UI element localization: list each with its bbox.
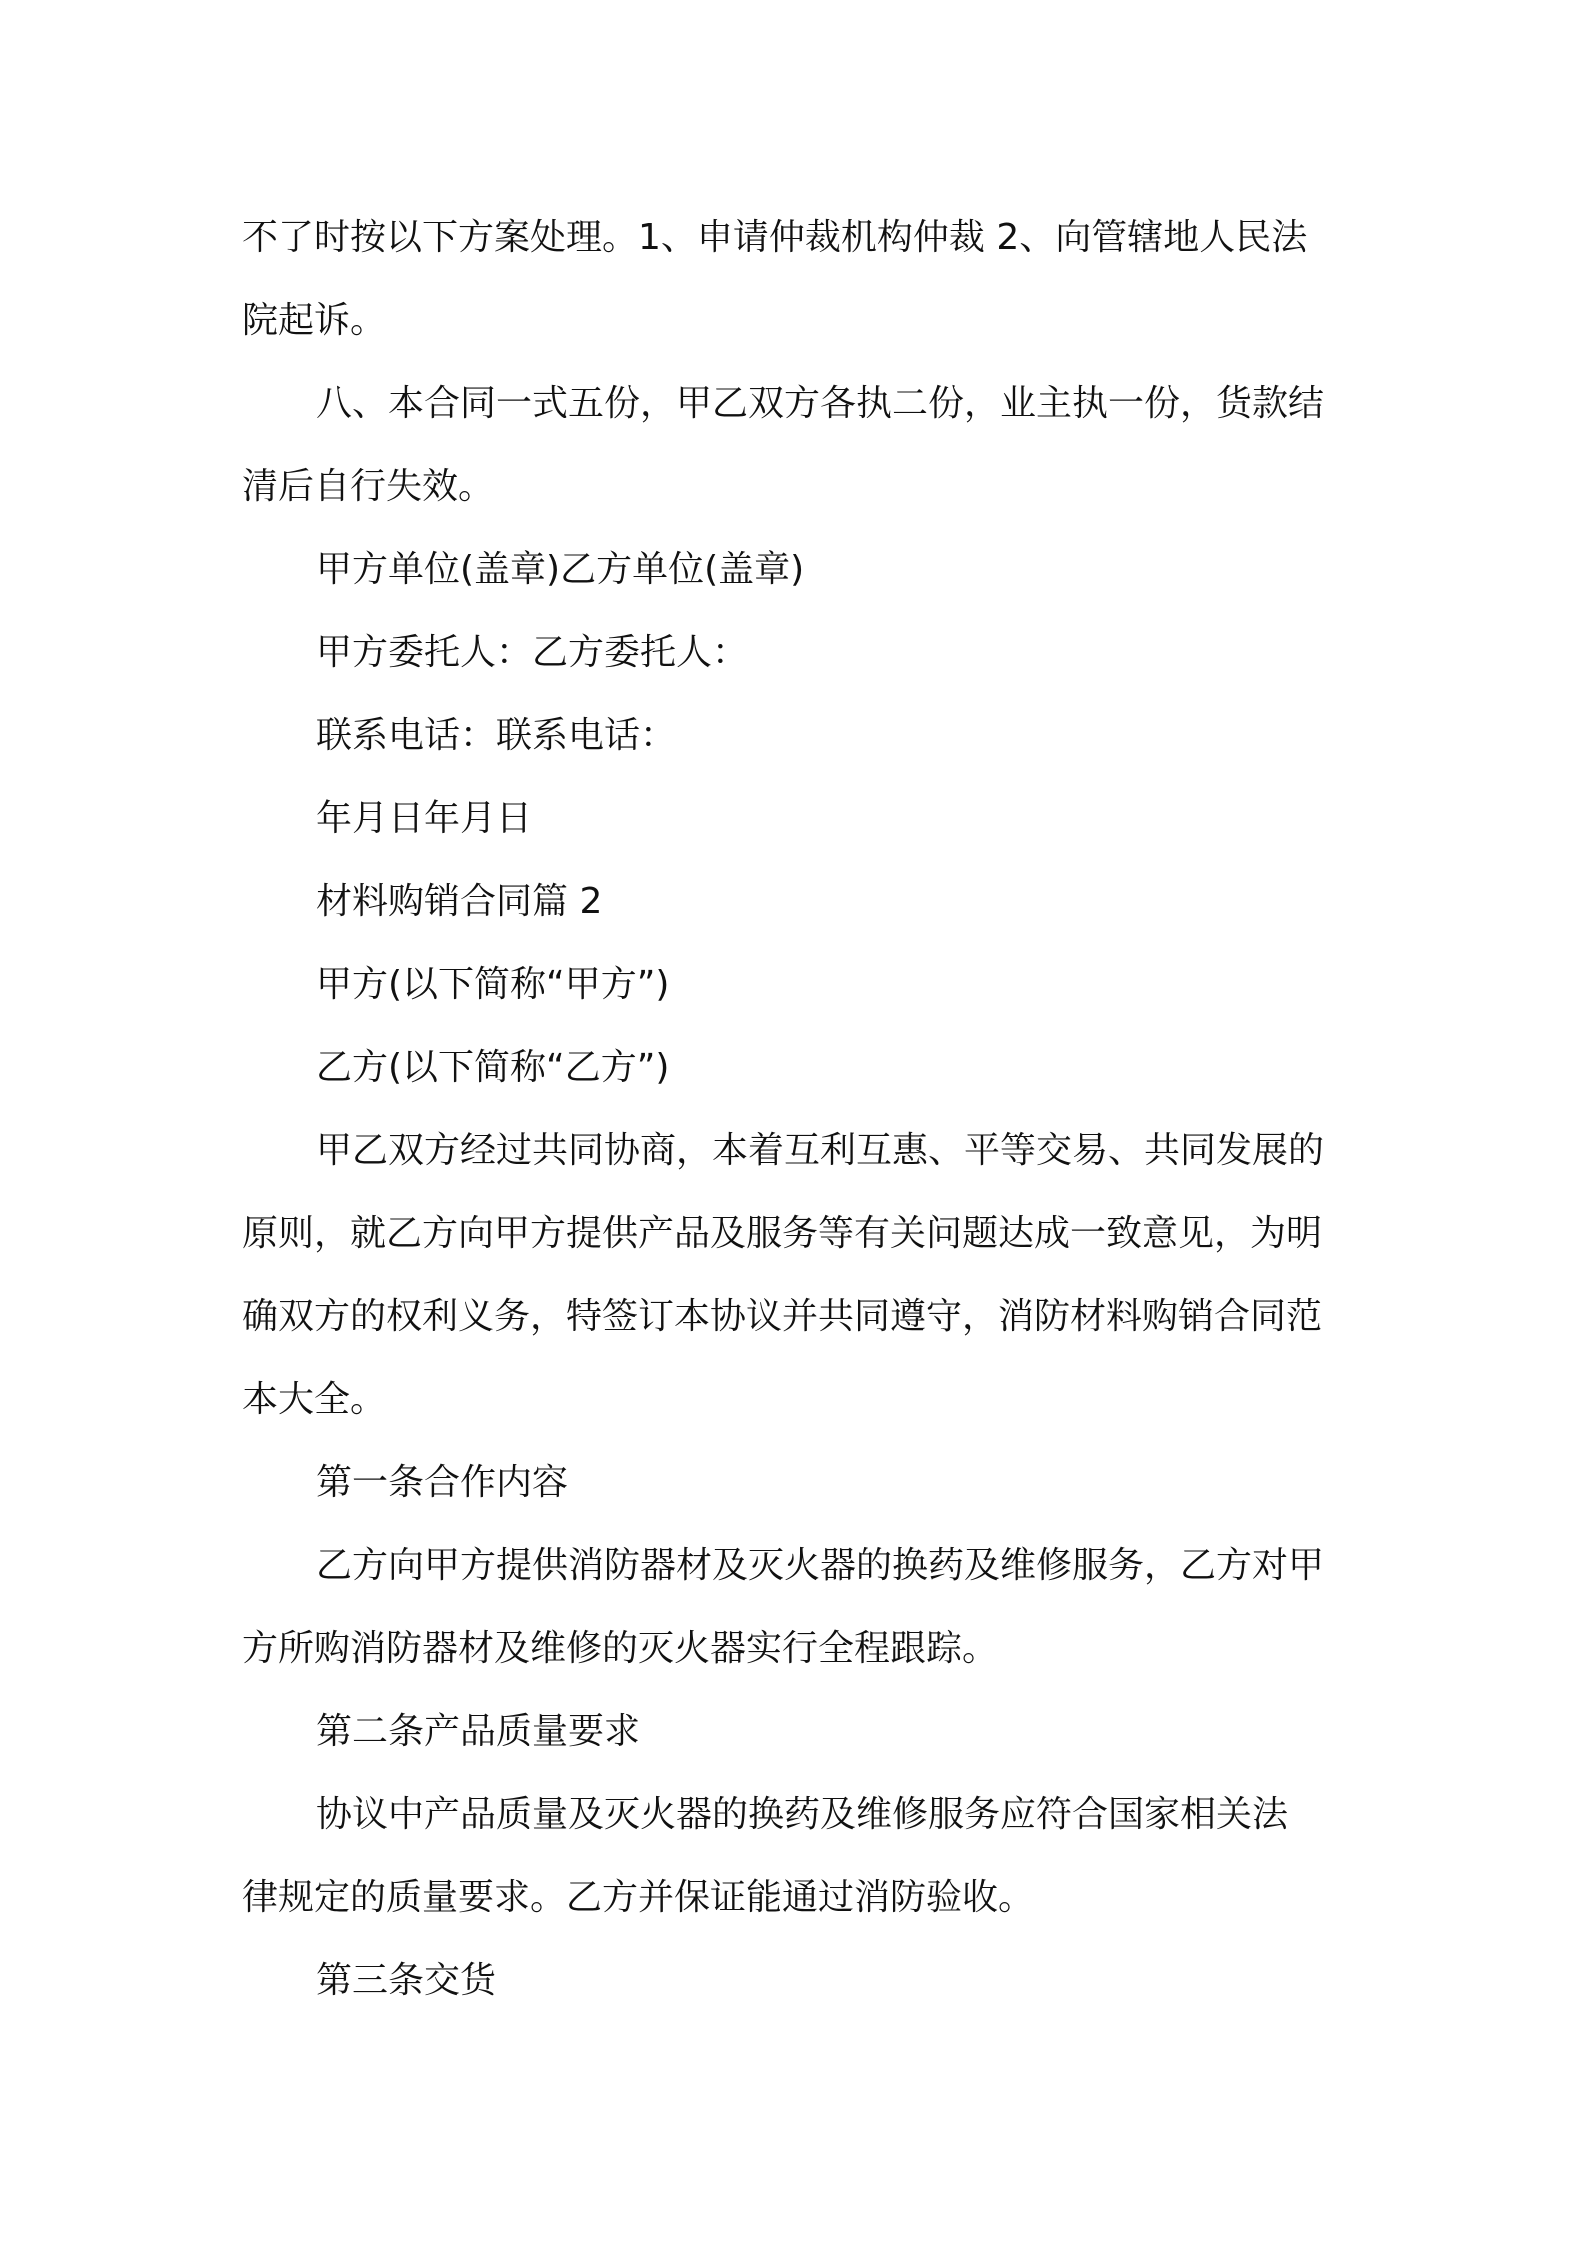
- text-line: 乙方(以下简称“乙方”): [316, 1047, 670, 1088]
- section-heading: 材料购销合同篇 2: [316, 881, 603, 922]
- text-line: 年月日年月日: [316, 798, 533, 839]
- clause-heading: 第一条合作内容: [316, 1462, 569, 1503]
- clause-heading: 第三条交货: [316, 1960, 497, 2001]
- text-line: 确双方的权利义务，特签订本协议并共同遵守，消防材料购销合同范: [242, 1296, 1323, 1337]
- document-body: [242, 196, 1356, 2022]
- text-line: 律规定的质量要求。乙方并保证能通过消防验收。: [242, 1877, 1035, 1918]
- text-line: 甲方委托人：乙方委托人：: [316, 632, 749, 673]
- text-line: 甲乙双方经过共同协商，本着互利互惠、平等交易、共同发展的: [316, 1130, 1325, 1171]
- clause-heading: 第二条产品质量要求: [316, 1711, 641, 1752]
- text-line: 甲方单位(盖章)乙方单位(盖章): [316, 549, 805, 590]
- text-line: 清后自行失效。: [242, 466, 495, 507]
- text-line: 院起诉。: [242, 300, 387, 341]
- text-line: 本大全。: [242, 1379, 387, 1420]
- text-line: 联系电话：联系电话：: [316, 715, 677, 756]
- text-line: 甲方(以下简称“甲方”): [316, 964, 670, 1005]
- text-line: 八、本合同一式五份，甲乙双方各执二份，业主执一份，货款结: [316, 383, 1325, 424]
- text-line: 方所购消防器材及维修的灭火器实行全程跟踪。: [242, 1628, 999, 1669]
- text-line: 协议中产品质量及灭火器的换药及维修服务应符合国家相关法: [316, 1794, 1289, 1835]
- text-line: 不了时按以下方案处理。1、申请仲裁机构仲裁 2、向管辖地人民法: [242, 217, 1308, 258]
- text-line: 原则，就乙方向甲方提供产品及服务等有关问题达成一致意见，为明: [242, 1213, 1323, 1254]
- text-line: 乙方向甲方提供消防器材及灭火器的换药及维修服务，乙方对甲: [316, 1545, 1325, 1586]
